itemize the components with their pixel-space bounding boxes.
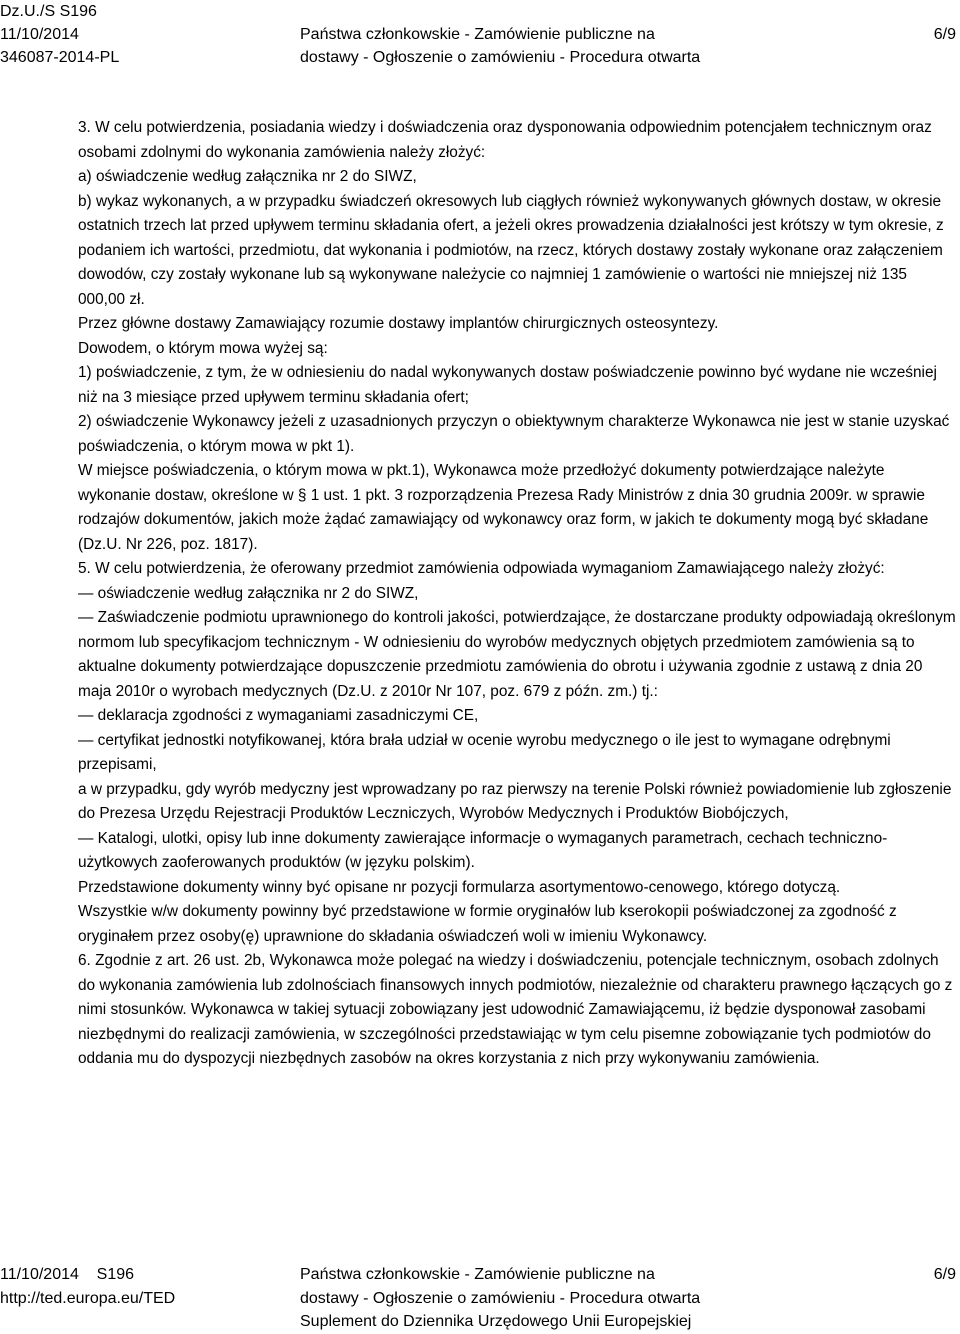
paragraph: 6. Zgodnie z art. 26 ust. 2b, Wykonawca może polegać na wiedzy i doświadczeniu, potencjale technicznym, osobach zdolnych do wykonania zamówienia lub zdolnościach finansowych innych podmiotów, niezależnie od charakteru prawnego łączących go z nimi stosunków. Wykonawca w takiej sytuacji zobowiązany jest udowodnić Zamawiającemu, iż będzie dysponował zasobami niezbędnymi do realizacji zamówienia, w szczególności przedstawiając w tym celu pisemne zobowiązanie tych podmiotów do oddania mu do dyspozycji niezbędnych zasobów na okres korzystania z nich przy wykonywaniu zamówienia. bbox=[78, 952, 953, 1067]
paragraph: Przedstawione dokumenty winny być opisane nr pozycji formularza asortymentowo-cenowego, którego dotyczą. bbox=[78, 878, 841, 896]
header-page-number: 6/9 bbox=[933, 26, 956, 43]
footer-url[interactable]: http://ted.europa.eu/TED bbox=[0, 1289, 176, 1307]
paragraph: a) oświadczenie według załącznika nr 2 do SIWZ, bbox=[78, 168, 417, 185]
page-header bbox=[0, 0, 960, 70]
footer-title-line1: Państwa członkowskie - Zamówienie publiczne na bbox=[300, 1266, 655, 1283]
paragraph: — deklaracja zgodności z wymaganiami zasadniczymi CE, bbox=[78, 707, 479, 724]
paragraph: Dowodem, o którym mowa wyżej są: bbox=[78, 339, 328, 357]
footer-title-line2: dostawy - Ogłoszenie o zamówieniu - Procedura otwarta bbox=[300, 1289, 701, 1307]
header-date: 11/10/2014 bbox=[0, 26, 79, 43]
paragraph: Wszystkie w/w dokumenty powinny być przedstawione w formie oryginałów lub kserokopii poświadczonej za zgodność z oryginałem przez osoby(ę) uprawnione do składania oświadczeń woli w imieniu Wykonawcy. bbox=[78, 903, 897, 945]
header-title-line2: dostawy - Ogłoszenie o zamówieniu - Procedura otwarta bbox=[300, 49, 701, 66]
doc-ref: Dz.U./S S196 bbox=[0, 3, 97, 20]
paragraph: 2) oświadczenie Wykonawcy jeżeli z uzasadnionych przyczyn o obiektywnym charakterze Wykonawca nie jest w stanie uzyskać poświadczenia, o którym mowa w pkt 1). bbox=[78, 413, 950, 455]
paragraph: — certyfikat jednostki notyfikowanej, która brała udział w ocenie wyrobu medycznego o ile jest to wymagane odrębnymi przepisami, bbox=[78, 731, 891, 773]
footer-date: 11/10/2014 bbox=[0, 1266, 79, 1283]
paragraph: — Zaświadczenie podmiotu uprawnionego do kontroli jakości, potwierdzające, że dostarczane produkty odpowiadają określonym normom lub specyfikacjom technicznym - W odniesieniu do wyrobów medycznych objętych przedmiotem zamówienia są to aktualne dokumenty potwierdzające dopuszczenie przedmiotu zamówienia do obrotu i używania zgodnie z ustawą z dnia 20 maja 2010r o wyrobach medycznych (Dz.U. z 2010r Nr 107, poz. 679 z późn. zm.) tj.: bbox=[78, 609, 956, 700]
notice-id: 346087-2014-PL bbox=[0, 49, 120, 66]
paragraph: — Katalogi, ulotki, opisy lub inne dokumenty zawierające informacje o wymaganych parametrach, cechach techniczno-użytkowych zaoferowanych produktów (w języku polskim). bbox=[78, 829, 888, 871]
paragraph: 5. W celu potwierdzenia, że oferowany przedmiot zamówienia odpowiada wymaganiom Zamawiającego należy złożyć: bbox=[78, 560, 885, 577]
paragraph: W miejsce poświadczenia, o którym mowa w pkt.1), Wykonawca może przedłożyć dokumenty potwierdzające należyte wykonanie dostaw, określone w § 1 ust. 1 pkt. 3 rozporządzenia Prezesa Rady Ministrów z dnia 30 grudnia 2009r. w sprawie rodzajów dokumentów, jakich może żądać zamawiający od wykonawcy oraz form, w jakich te dokumenty mogą być składane (Dz.U. Nr 226, poz. 1817). bbox=[78, 462, 929, 553]
footer-page-number: 6/9 bbox=[933, 1266, 956, 1283]
page-footer bbox=[0, 1263, 960, 1334]
paragraph: 1) poświadczenie, z tym, że w odniesieniu do nadal wykonywanych dostaw poświadczenie powinno być wydane nie wcześniej niż na 3 miesiące przed upływem terminu składania ofert; bbox=[78, 364, 937, 406]
paragraph: a w przypadku, gdy wyrób medyczny jest wprowadzany po raz pierwszy na terenie Polski również powiadomienie lub zgłoszenie do Prezesa Urzędu Rejestracji Produktów Leczniczych, Wyrobów Medycznych i Produktów Biobójczych, bbox=[78, 780, 952, 822]
paragraph: 3. W celu potwierdzenia, posiadania wiedzy i doświadczenia oraz dysponowania odpowiednim potencjałem technicznym oraz osobami zdolnymi do wykonania zamówienia należy złożyć: bbox=[78, 119, 932, 161]
footer-title bbox=[300, 1263, 780, 1334]
header-title bbox=[300, 23, 780, 69]
footer-title-line3: Suplement do Dziennika Urzędowego Unii Europejskiej bbox=[300, 1313, 692, 1330]
header-left bbox=[0, 0, 119, 69]
document-body bbox=[78, 116, 958, 1072]
paragraph: Przez główne dostawy Zamawiający rozumie dostawy implantów chirurgicznych osteosyntezy. bbox=[78, 315, 719, 332]
footer-series: S196 bbox=[96, 1266, 135, 1283]
header-title-line1: Państwa członkowskie - Zamówienie publiczne na bbox=[300, 26, 655, 43]
footer-date-series bbox=[0, 1263, 175, 1287]
footer-left bbox=[0, 1263, 175, 1310]
paragraph: b) wykaz wykonanych, a w przypadku świadczeń okresowych lub ciągłych również wykonywanych głównych dostaw, w okresie ostatnich trzech lat przed upływem terminu składania ofert, a jeżeli okres prowadzenia działalności jest krótszy w tym okresie, z podaniem ich wartości, przedmiotu, dat wykonania i podmiotów, na rzecz, których dostawy zostały wykonane oraz załączeniem dowodów, czy zostały wykonane lub są wykonywane należycie co najmniej 1 zamówienie o wartości nie mniejszej niż 135 000,00 zł. bbox=[78, 192, 944, 308]
paragraph: — oświadczenie według załącznika nr 2 do SIWZ, bbox=[78, 584, 419, 602]
